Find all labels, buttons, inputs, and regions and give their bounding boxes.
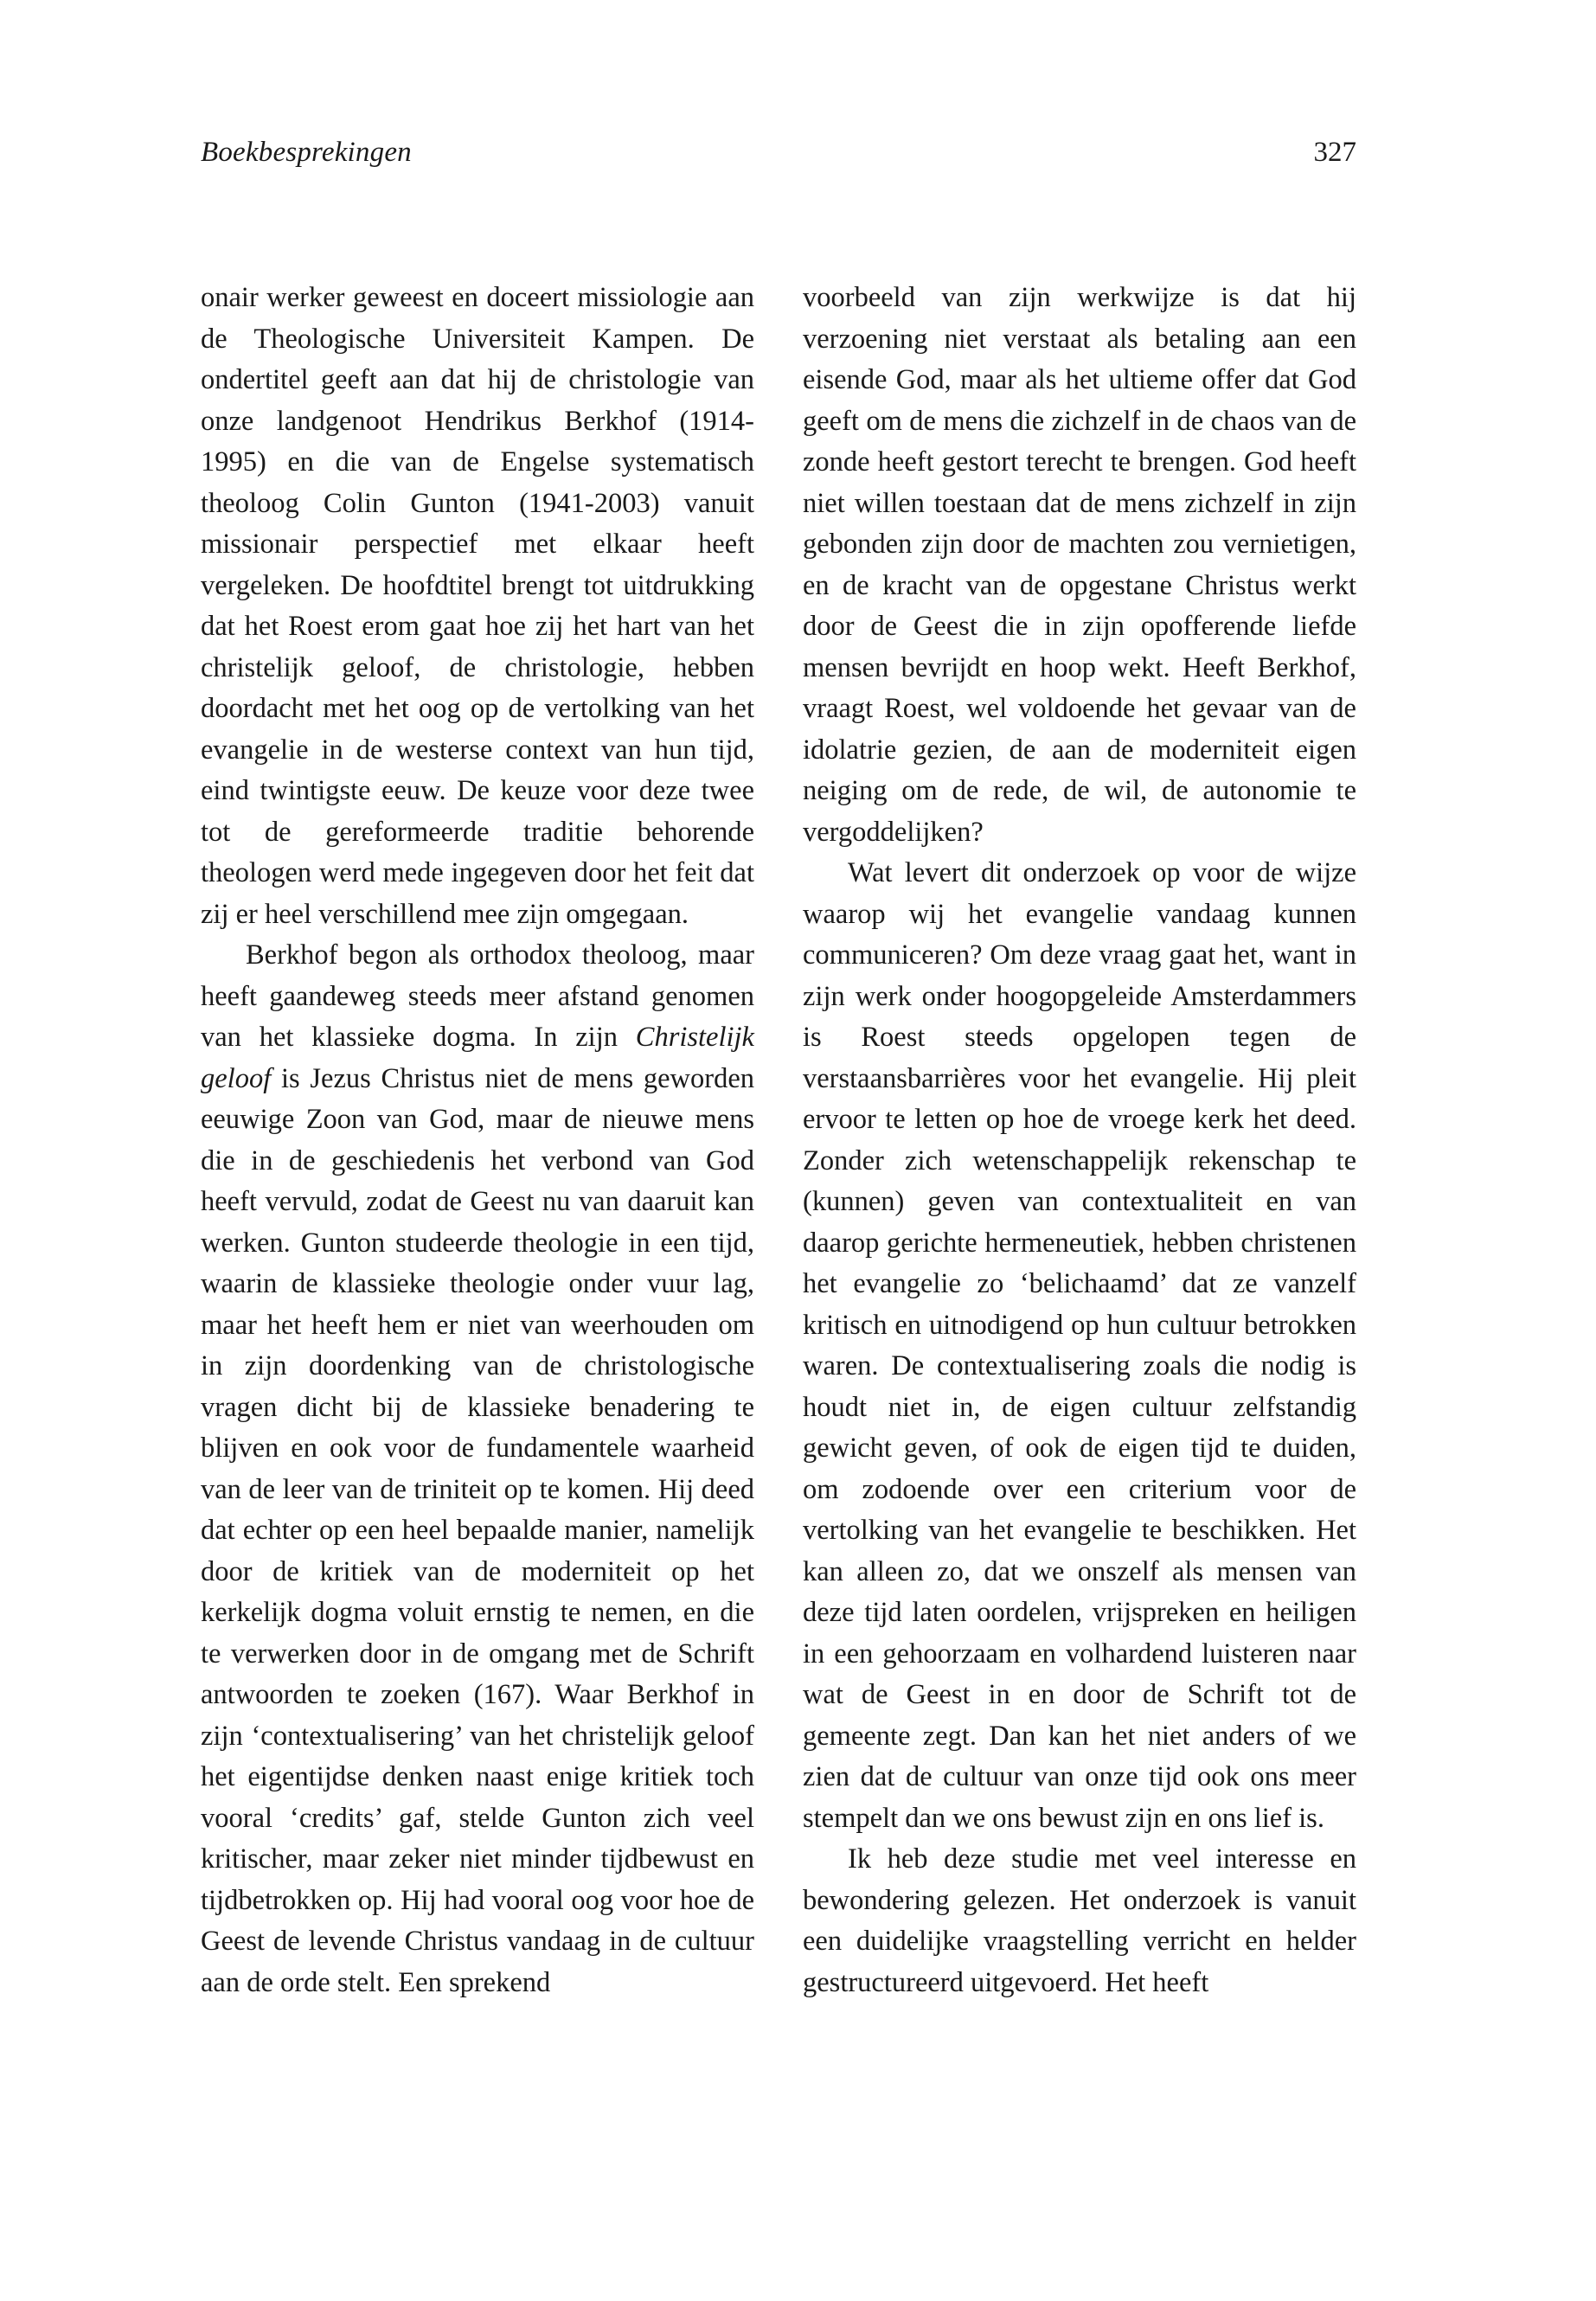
right-paragraph-3: Ik heb deze studie met veel interesse en bewondering gelezen. Het onderzoek is vanuit een duidelijke vraagstelling verricht en helder gestructureerd uitgevoerd. Het heeft xyxy=(803,1843,1356,1998)
left-paragraph-2-part-1: Berkhof begon als orthodox theoloog, maar heeft gaandeweg steeds meer afstand genomen van het klassieke dogma. In zijn xyxy=(201,939,754,1053)
page-number: 327 xyxy=(1313,137,1356,168)
left-paragraph-2-part-2: is Jezus Christus niet de mens geworden eeuwige Zoon van God, maar de nieuwe mens die in de geschiedenis het verbond van God heeft vervuld, zodat de Geest nu van daaruit kan werken. Gunton studeerde theologie in een tijd, waarin de klassieke theologie onder vuur lag, maar het heeft hem er niet van weerhouden om in zijn doordenking van de christologische vragen dicht bij de klassieke benadering te blijven en ook voor de fundamentele waarheid van de leer van de triniteit op te komen. Hij deed dat echter op een heel bepaalde manier, namelijk door de kritiek van de moderniteit op het kerkelijk dogma voluit ernstig te nemen, en die te verwerken door in de omgang met de Schrift antwoorden te zoeken (167). Waar Berkhof in zijn ‘contextualisering’ van het christelijk geloof het eigentijdse denken naast enige kritiek toch vooral ‘credits’ gaf, stelde Gunton zich veel kritischer, maar zeker niet minder tijdbewust en tijdbetrokken op. Hij had vooral oog voor hoe de Geest de levende Christus vandaag in de cultuur aan de orde stelt. Een sprekend xyxy=(201,1062,754,1998)
right-paragraph-1: voorbeeld van zijn werkwijze is dat hij verzoening niet verstaat als betaling aan een eisende God, maar als het ultieme offer dat God geeft om de mens die zichzelf in de chaos van de zonde heeft gestort terecht te brengen. God heeft niet willen toestaan dat de mens zichzelf in zijn gebonden zijn door de machten zou vernietigen, en de kracht van de opgestane Christus werkt door de Geest die in zijn opofferende liefde mensen bevrijdt en hoop wekt. Heeft Berkhof, vraagt Roest, wel voldoende het gevaar van de idolatrie gezien, de aan de moderniteit eigen neiging om de rede, de wil, de autonomie te vergoddelijken? xyxy=(803,282,1356,848)
left-paragraph-1: onair werker geweest en doceert missiologie aan de Theologische Universiteit Kampen. De ondertitel geeft aan dat hij de christologie van onze landgenoot Hendrikus Berkhof (1914-1995) en die van de Engelse systematisch theoloog Colin Gunton (1941-2003) vanuit missionair perspectief met elkaar heeft vergeleken. De hoofdtitel brengt tot uitdrukking dat het Roest erom gaat hoe zij het hart van het christelijk geloof, de christologie, hebben doordacht met het oog op de vertolking van het evangelie in de westerse context van hun tijd, eind twintigste eeuw. De keuze voor deze twee tot de gereformeerde traditie behorende theologen werd mede ingegeven door het feit dat zij er heel verschillend mee zijn omgegaan. xyxy=(201,282,754,930)
right-column xyxy=(803,278,1356,2003)
left-paragraph-2 xyxy=(201,935,754,2003)
running-title: Boekbesprekingen xyxy=(201,137,412,168)
book-title-italic: Christelijk geloof xyxy=(201,1022,754,1094)
right-paragraph-2: Wat levert dit onderzoek op voor de wijze waarop wij het evangelie vandaag kunnen communiceren? Om deze vraag gaat het, want in zijn werk onder hoogopgeleide Amsterdammers is Roest steeds opgelopen tegen de verstaansbarrières voor het evangelie. Hij pleit ervoor te letten op hoe de vroege kerk het deed. Zonder zich wetenschappelijk rekenschap te (kunnen) geven van contextualiteit en van daarop gerichte hermeneutiek, hebben christenen het evangelie zo ‘belichaamd’ dat ze vanzelf kritisch en uitnodigend op hun cultuur betrokken waren. De contextualisering zoals die nodig is houdt niet in, de eigen cultuur zelfstandig gewicht geven, of ook de eigen tijd te duiden, om zodoende over een criterium voor de vertolking van het evangelie te beschikken. Het kan alleen zo, dat we onszelf als mensen van deze tijd laten oordelen, vrijspreken en heiligen in een gehoorzaam en volhardend luisteren naar wat de Geest in en door de Schrift tot de gemeente zegt. Dan kan het niet anders of we zien dat de cultuur van onze tijd ook ons meer stempelt dan we ons bewust zijn en ons lief is. xyxy=(803,857,1356,1834)
left-column xyxy=(201,278,754,2003)
